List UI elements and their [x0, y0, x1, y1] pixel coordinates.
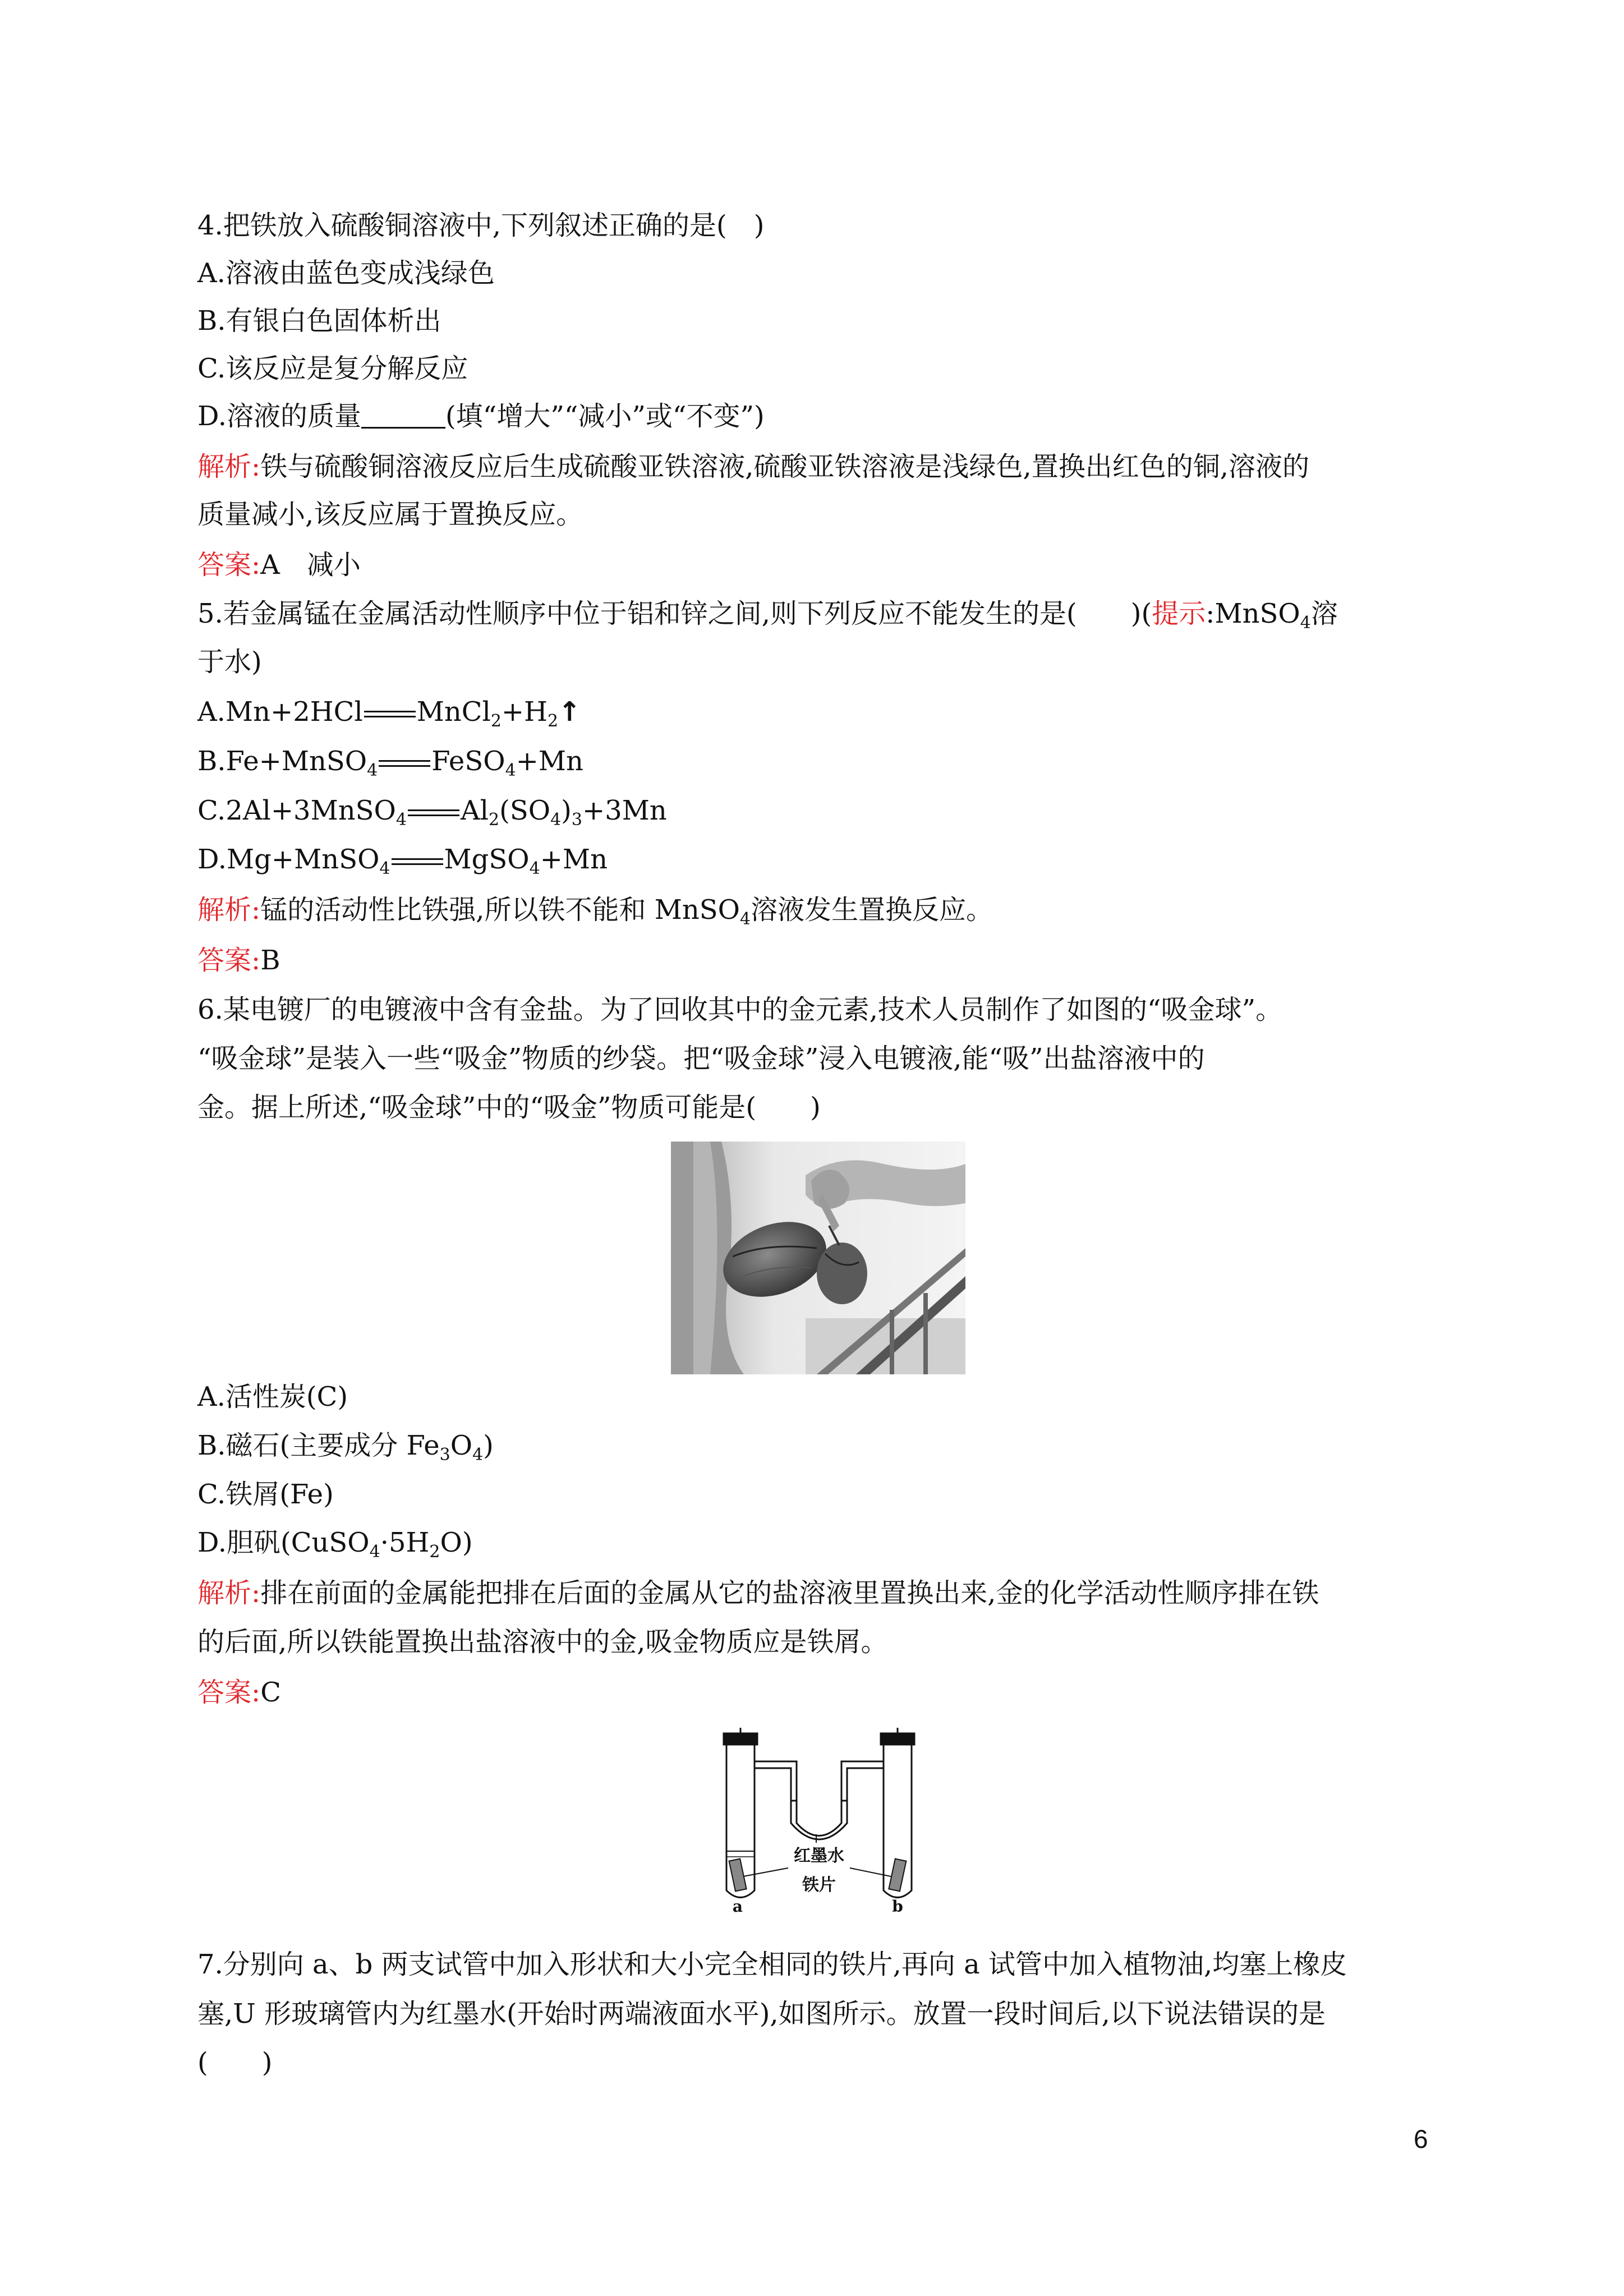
- q5-option-d: D.Mg+MnSO$_4$ MgSO$_4$+Mn: [197, 844, 608, 878]
- label-red-ink: 红墨水: [794, 1846, 844, 1866]
- q5-answer: 答案:B: [197, 945, 280, 976]
- q6-option-b: B.磁石(主要成分 $Fe_3O_4$): [197, 1430, 494, 1465]
- q5-option-b: B.Fe+MnSO$_4$ FeSO$_4$+Mn: [197, 746, 583, 780]
- fill-blank: [361, 404, 445, 429]
- q7-stem-cont1: 塞,U 形玻璃管内为红墨水(开始时两端液面水平),如图所示。放置一段时间后,以下说法错误的是: [197, 1998, 1326, 2030]
- q4-stem: 4.把铁放入硫酸铜溶液中,下列叙述正确的是( ): [197, 210, 765, 241]
- q5-stem: 5.若金属锰在金属活动性顺序中位于铝和锌之间,则下列反应不能发生的是( )(提示:MnSO$_4$溶: [197, 598, 1338, 633]
- q6-stem-cont1: “吸金球”是装入一些“吸金”物质的纱袋。把“吸金球”浸入电镀液,能“吸”出盐溶液中的: [197, 1043, 1205, 1074]
- q4-option-c: C.该反应是复分解反应: [197, 353, 468, 384]
- q4-option-d: D.溶液的质量 (填“增大”“减小”或“不变”): [197, 401, 765, 432]
- label-tube-a: a: [732, 1897, 743, 1913]
- q6-analysis: 解析:排在前面的金属能把排在后面的金属从它的盐溶液里置换出来,金的化学活动性顺序排在铁: [197, 1577, 1319, 1609]
- q7-stem-cont2: ( ): [197, 2047, 273, 2078]
- q6-option-d: D.胆矾$(CuSO_4\cdot 5H_2O)$: [197, 1527, 473, 1562]
- q6-stem: 6.某电镀厂的电镀液中含有金盐。为了回收其中的金元素,技术人员制作了如图的“吸金球”。: [197, 994, 1283, 1025]
- q6-analysis-cont: 的后面,所以铁能置换出盐溶液中的金,吸金物质应是铁屑。: [197, 1626, 888, 1658]
- q7-stem: 7.分别向 a、b 两支试管中加入形状和大小完全相同的铁片,再向 a 试管中加入植物油,均塞上橡皮: [197, 1949, 1347, 1980]
- q6-answer: 答案:C: [197, 1677, 281, 1708]
- q4-option-a: A.溶液由蓝色变成浅绿色: [197, 257, 495, 289]
- test-tube-diagram: [712, 1728, 926, 1913]
- q5-stem-cont: 于水): [197, 646, 262, 678]
- q6-stem-cont2: 金。据上所述,“吸金球”中的“吸金”物质可能是( ): [197, 1092, 821, 1123]
- q4-answer: 答案:A 减小: [197, 549, 361, 581]
- q5-option-c: C.2Al+3MnSO$_4$ $Al_2(SO_4)_3+3Mn$: [197, 795, 667, 830]
- q5-option-a: A.Mn+2HCl $MnCl_2+H_2↑$: [197, 696, 581, 731]
- label-iron-piece: 铁片: [802, 1875, 836, 1895]
- gold-ball-photo: [671, 1142, 965, 1374]
- page-number: 6: [1414, 2124, 1428, 2154]
- q6-option-a: A.活性炭(C): [197, 1381, 348, 1412]
- q4-analysis-cont: 质量减小,该反应属于置换反应。: [197, 499, 583, 530]
- q5-analysis: 解析:锰的活动性比铁强,所以铁不能和 MnSO$_4$溶液发生置换反应。: [197, 894, 993, 929]
- q4-analysis: 解析:铁与硫酸铜溶液反应后生成硫酸亚铁溶液,硫酸亚铁溶液是浅绿色,置换出红色的铜,溶液的: [197, 451, 1309, 482]
- label-tube-b: b: [892, 1897, 903, 1913]
- q4-option-b: B.有银白色固体析出: [197, 305, 441, 337]
- q6-option-c: C.铁屑(Fe): [197, 1479, 334, 1510]
